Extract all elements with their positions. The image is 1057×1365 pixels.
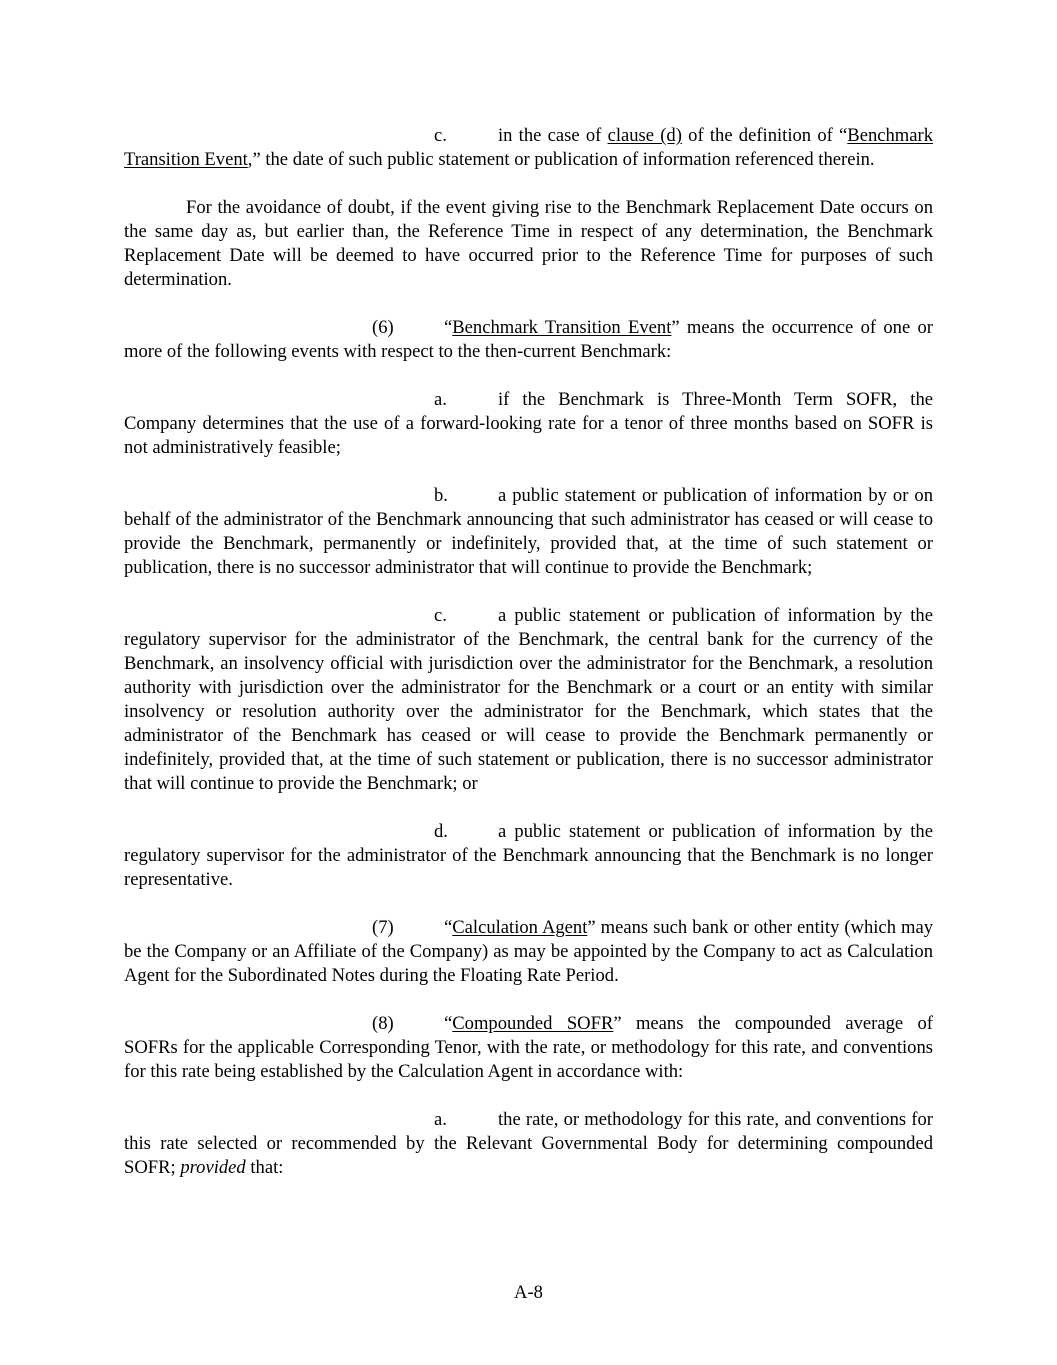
paragraph-c-end-date xyxy=(124,124,933,172)
paragraph-text: the rate, or methodology for this rate, and conventions for this rate selected or recommended by the Relevant Governmental Body for determining compounded SOFR; xyxy=(124,1109,933,1178)
paragraph-label: (8) xyxy=(372,1013,394,1034)
paragraph-label: (6) xyxy=(372,317,394,338)
paragraph-text: ,” the date of such public statement or publication of information referenced therein. xyxy=(247,149,875,170)
clause-reference-link: clause (d) xyxy=(607,125,682,146)
defined-term: Benchmark Transition Event xyxy=(452,317,672,338)
paragraph-text: of the definition of “ xyxy=(681,125,848,146)
defined-term: Benchmark Transition Event xyxy=(124,125,934,170)
definition-7-calculation-agent xyxy=(124,916,933,988)
open-quote: “ xyxy=(444,1013,453,1034)
paragraph-label: (7) xyxy=(372,917,394,938)
paragraph-a-three-month-term-sofr xyxy=(124,388,933,460)
definition-8-compounded-sofr xyxy=(124,1012,933,1084)
defined-term: Calculation Agent xyxy=(452,917,588,938)
page-number: A-8 xyxy=(514,1282,543,1303)
paragraph-label: d. xyxy=(434,821,448,842)
paragraph-avoidance-of-doubt xyxy=(124,196,933,292)
paragraph-d-no-longer-representative xyxy=(124,820,933,892)
paragraph-label: a. xyxy=(434,389,447,410)
paragraph-label: a. xyxy=(434,1109,447,1130)
paragraph-label: c. xyxy=(434,605,447,626)
paragraph-text: that: xyxy=(245,1157,284,1178)
paragraph-c-regulatory-statement xyxy=(124,604,933,796)
open-quote: “ xyxy=(444,317,453,338)
paragraph-label: b. xyxy=(434,485,448,506)
document-page xyxy=(124,124,933,1204)
paragraph-text: in the case of xyxy=(498,125,608,146)
paragraph-text: a public statement or publication of information by or on behalf of the administrator of the Benchmark announcing that such administrator has ceased or will cease to provide the Benchmark, permanently or indefinitely, provided that, at the time of such statement or publication, there is no successor administrator that will continue to provide the Benchmark; xyxy=(124,485,933,578)
open-quote: “ xyxy=(444,917,453,938)
paragraph-text: a public statement or publication of information by the regulatory supervisor for the administrator of the Benchmark announcing that the Benchmark is no longer representative. xyxy=(124,821,933,890)
defined-term: Compounded SOFR xyxy=(452,1013,614,1034)
paragraph-text: For the avoidance of doubt, if the event giving rise to the Benchmark Replacement Date occurs on the same day as, but earlier than, the Reference Time in respect of any determination, the Benchmark Replacement Date will be deemed to have occurred prior to the Reference Time for purposes of such determination. xyxy=(124,197,933,290)
paragraph-text: ” means such bank or other entity (which may be the Company or an Affiliate of the Company) as may be appointed by the Company to act as Calculation Agent for the Subordinated Notes during the Floating Rate Period. xyxy=(124,917,933,986)
emphasized-word: provided xyxy=(180,1157,246,1178)
paragraph-b-administrator-statement xyxy=(124,484,933,580)
paragraph-text: ” means the compounded average of SOFRs for the applicable Corresponding Tenor, with the rate, or methodology for this rate, and conventions for this rate being established by the Calculation Agent in accordance with: xyxy=(124,1013,933,1082)
definition-6-benchmark-transition-event xyxy=(124,316,933,364)
paragraph-text: a public statement or publication of information by the regulatory supervisor for the administrator of the Benchmark, the central bank for the currency of the Benchmark, an insolvency official with jurisdiction over the administrator for the Benchmark, a resolution authority with jurisdiction over the administrator for the Benchmark or a court or an entity with similar insolvency or resolution authority over the administrator for the Benchmark, which states that the administrator of the Benchmark has ceased or will cease to provide the Benchmark permanently or indefinitely, provided that, at the time of such statement or publication, there is no successor administrator that will continue to provide the Benchmark; or xyxy=(124,605,933,794)
paragraph-text: ” means the occurrence of one or more of the following events with respect to the then-current Benchmark: xyxy=(124,317,933,362)
paragraph-a-relevant-governmental-body xyxy=(124,1108,933,1180)
paragraph-text: if the Benchmark is Three-Month Term SOFR, the Company determines that the use of a forward-looking rate for a tenor of three months based on SOFR is not administratively feasible; xyxy=(124,389,933,458)
paragraph-label: c. xyxy=(434,125,447,146)
